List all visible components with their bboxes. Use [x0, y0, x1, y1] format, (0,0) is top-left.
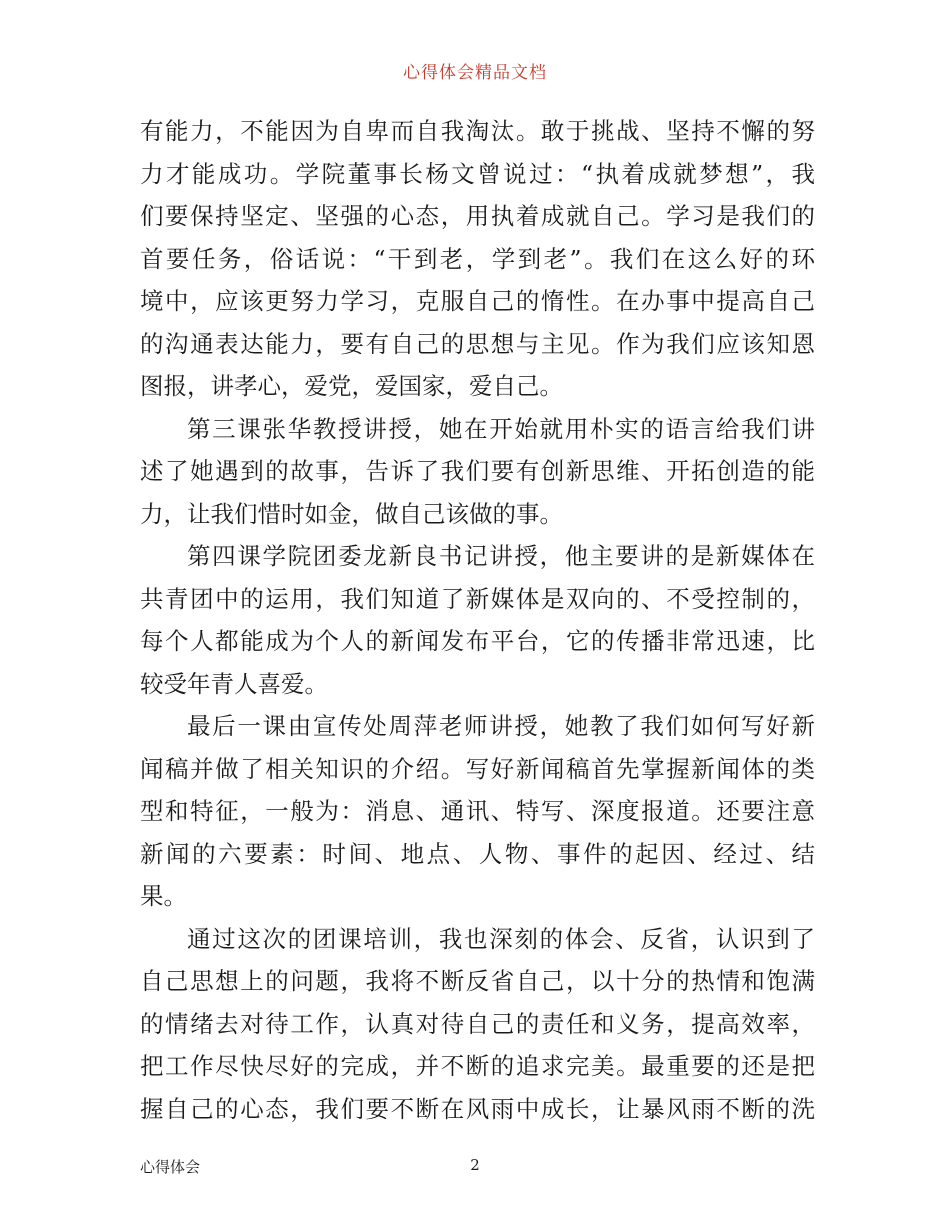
paragraph-start-line: 最后一课由宣传处周萍老师讲授，她教了我们如何写好新	[187, 712, 815, 740]
text-line: 共青团中的运用，我们知道了新媒体是双向的、不受控制的，	[140, 584, 815, 613]
text-line: 新闻的六要素：时间、地点、人物、事件的起因、经过、结	[140, 839, 815, 868]
text-line: 每个人都能成为个人的新闻发布平台，它的传播非常迅速，比	[140, 627, 815, 655]
text-line: 型和特征，一般为：消息、通讯、特写、深度报道。还要注意	[140, 797, 815, 825]
paragraph-start-line: 第三课张华教授讲授，她在开始就用朴实的语言给我们讲	[187, 414, 815, 443]
text-line: 力才能成功。学院董事长杨文曾说过：“执着成就梦想”，我	[140, 159, 815, 188]
text-line: 图报，讲孝心，爱党，爱国家，爱自己。	[140, 372, 563, 400]
text-line: 们要保持坚定、坚强的心态，用执着成就自己。学习是我们的	[140, 202, 815, 230]
text-line: 握自己的心态，我们要不断在风雨中成长，让暴风雨不断的洗	[140, 1094, 815, 1123]
footer-label: 心得体会	[140, 1158, 201, 1176]
text-line: 的沟通表达能力，要有自己的思想与主见。作为我们应该知恩	[140, 329, 815, 358]
text-line: 有能力，不能因为自卑而自我淘汰。敢于挑战、坚持不懈的努	[140, 117, 815, 145]
text-line: 闻稿并做了相关知识的介绍。写好新闻稿首先掌握新闻体的类	[140, 754, 815, 783]
text-line: 首要任务，俗话说：“干到老，学到老”。我们在这么好的环	[140, 244, 815, 273]
text-line: 的情绪去对待工作，认真对待自己的责任和义务，提高效率，	[140, 1009, 815, 1038]
paragraph-start-line: 第四课学院团委龙新良书记讲授，他主要讲的是新媒体在	[187, 542, 815, 570]
text-line: 力，让我们惜时如金，做自己该做的事。	[140, 499, 563, 528]
paragraph-start-line: 通过这次的团课培训，我也深刻的体会、反省，认识到了	[187, 924, 815, 953]
text-line: 果。	[140, 882, 187, 910]
text-line: 自己思想上的问题，我将不断反省自己，以十分的热情和饱满	[140, 967, 815, 995]
text-line: 把工作尽快尽好的完成，并不断的追求完美。最重要的还是把	[140, 1052, 815, 1080]
page-number: 2	[470, 1156, 480, 1174]
text-line: 述了她遇到的故事，告诉了我们要有创新思维、开拓创造的能	[140, 457, 815, 485]
text-line: 境中，应该更努力学习，克服自己的惰性。在办事中提高自己	[140, 287, 815, 315]
page-header-title: 心得体会精品文档	[403, 63, 547, 83]
document-body	[140, 110, 815, 1130]
text-line: 较受年青人喜爱。	[140, 669, 328, 698]
